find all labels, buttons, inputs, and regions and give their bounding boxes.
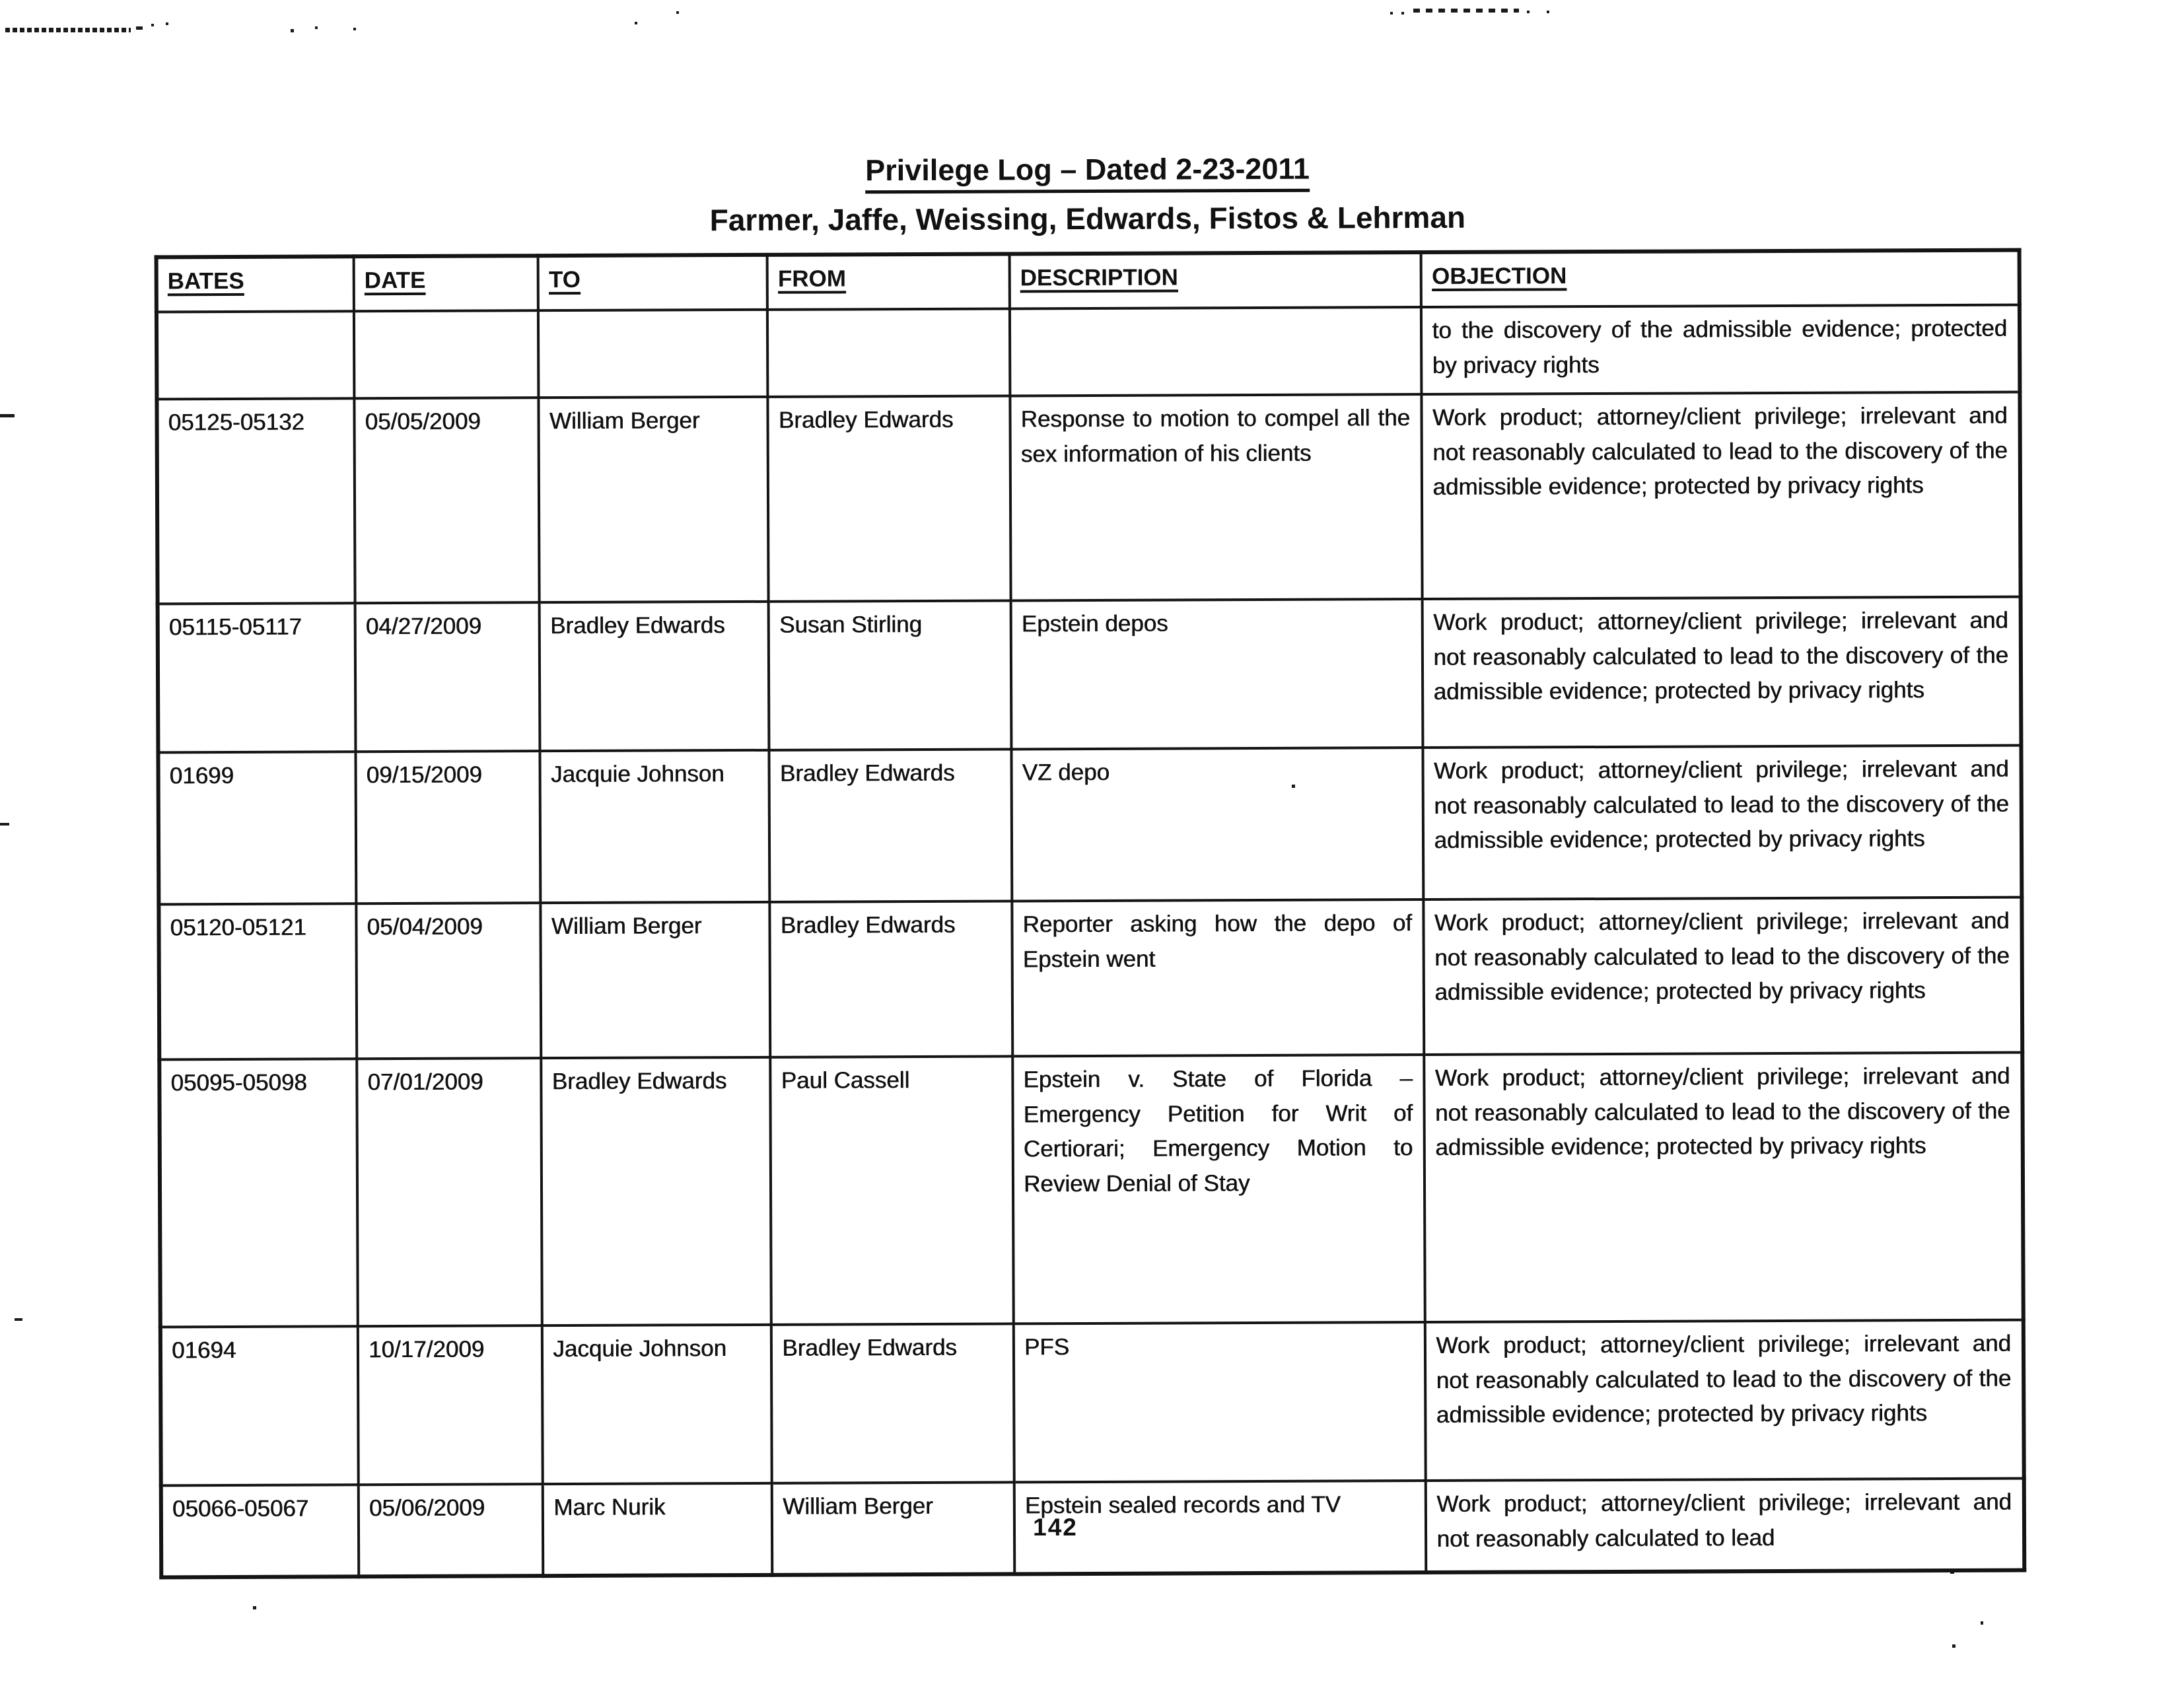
cell-bates: 05120-05121 <box>159 903 357 1059</box>
scan-artifact <box>676 11 679 14</box>
scan-artifact <box>166 22 168 25</box>
cell-from: Susan Stirling <box>769 601 1012 750</box>
cell-from <box>767 309 1010 397</box>
cell-objection: Work product; attorney/client privilege; irrelevant and not reasonably calculated to lead to the discovery of the admissible evidence; protected by privacy rights <box>1424 898 2022 1055</box>
cell-to: Jacquie Johnson <box>540 750 770 903</box>
cell-date: 09/15/2009 <box>355 751 540 903</box>
cell-objection: Work product; attorney/client privilege; irrelevant and not reasonably calculated to lead to the discovery of the admissible evidence; protected by privacy rights <box>1425 1320 2024 1481</box>
cell-from: Bradley Edwards <box>769 750 1012 902</box>
cell-date: 05/04/2009 <box>356 903 541 1059</box>
table-row <box>159 1053 2024 1327</box>
cell-bates: 05115-05117 <box>158 603 356 752</box>
scan-artifact <box>0 414 15 417</box>
cell-description: Epstein v. State of Florida – Emergency Petition for Writ of Certiorari; Emergency Motion to Review Denial of Stay <box>1012 1055 1425 1323</box>
scan-artifact <box>1981 1621 1983 1625</box>
document-title <box>154 149 2021 197</box>
scan-artifact <box>15 1318 22 1321</box>
cell-objection: Work product; attorney/client privilege; irrelevant and not reasonably calculated to lead to the discovery of the admissible evidence; protected by privacy rights <box>1425 1053 2024 1322</box>
scan-artifact <box>1547 11 1549 13</box>
cell-objection: Work product; attorney/client privilege; irrelevant and not reasonably calculated to lead to the discovery of the admissible evidence; protected by privacy rights <box>1423 597 2021 748</box>
scan-artifact <box>635 22 637 24</box>
cell-from: Bradley Edwards <box>770 901 1013 1057</box>
cell-from: Paul Cassell <box>771 1057 1014 1325</box>
document-subtitle-text: Farmer, Jaffe, Weissing, Edwards, Fistos & Lehrman <box>709 199 1466 238</box>
cell-date: 05/05/2009 <box>354 398 539 603</box>
scan-artifact <box>1952 1644 1955 1648</box>
table-row <box>157 392 2020 604</box>
cell-to: William Berger <box>539 397 769 602</box>
column-header-from: FROM <box>767 254 1010 310</box>
column-header-description: DESCRIPTION <box>1010 252 1422 308</box>
privilege-log-table <box>155 248 2027 1580</box>
scan-artifact <box>315 26 318 29</box>
cell-to: Marc Nurik <box>543 1483 772 1576</box>
cell-objection: Work product; attorney/client privilege; irrelevant and not reasonably calculated to lead to the discovery of the admissible evidence; protected by privacy rights <box>1422 392 2021 599</box>
table-header-row <box>157 250 2020 312</box>
table-row <box>160 1320 2024 1486</box>
cell-date <box>354 310 539 398</box>
scan-artifact-topleft-dashes <box>5 28 131 32</box>
scan-artifact <box>1390 12 1393 15</box>
cell-bates: 05125-05132 <box>157 398 355 604</box>
cell-description: Epstein depos <box>1011 599 1423 749</box>
scan-artifact <box>291 29 294 32</box>
cell-description: PFS <box>1014 1322 1426 1482</box>
cell-date: 07/01/2009 <box>357 1058 542 1326</box>
cell-description: Epstein sealed records and TV <box>1014 1481 1427 1574</box>
table-row <box>159 898 2022 1060</box>
document-subtitle <box>154 197 2021 241</box>
cell-date: 04/27/2009 <box>355 602 540 752</box>
table-row <box>158 597 2022 753</box>
cell-to: William Berger <box>541 902 771 1058</box>
scan-artifact-topright-dashes <box>1413 9 1519 13</box>
cell-objection: to the discovery of the admissible evidence; protected by privacy rights <box>1421 305 2020 394</box>
cell-from: Bradley Edwards <box>768 396 1011 602</box>
cell-description: Response to motion to compel all the sex information of his clients <box>1010 394 1423 600</box>
column-header-date: DATE <box>354 256 539 311</box>
page-number: 142 <box>1033 1514 1078 1541</box>
column-header-objection: OBJECTION <box>1421 250 2020 307</box>
document-content <box>154 149 2026 1580</box>
cell-date: 05/06/2009 <box>359 1484 544 1576</box>
cell-bates: 05095-05098 <box>159 1059 358 1327</box>
scan-artifact <box>136 26 143 30</box>
cell-to: Bradley Edwards <box>542 1057 772 1325</box>
table-row <box>157 305 2020 400</box>
document-title-text: Privilege Log – Dated 2-23-2011 <box>865 151 1310 194</box>
cell-bates <box>157 311 355 399</box>
scan-artifact <box>253 1606 256 1609</box>
cell-date: 10/17/2009 <box>358 1325 543 1485</box>
scan-artifact <box>1401 12 1404 15</box>
cell-to <box>538 310 767 398</box>
cell-description: VZ depo <box>1011 748 1423 901</box>
cell-objection: Work product; attorney/client privilege; irrelevant and not reasonably calculated to lead to the discovery of the admissible evidence; protected by privacy rights <box>1423 746 2022 899</box>
cell-from: William Berger <box>772 1483 1014 1575</box>
cell-from: Bradley Edwards <box>771 1324 1014 1483</box>
cell-to: Jacquie Johnson <box>542 1325 772 1484</box>
cell-bates: 01699 <box>158 752 356 904</box>
cell-description: Reporter asking how the depo of Epstein went <box>1012 899 1424 1056</box>
scan-artifact <box>151 24 154 26</box>
scan-artifact <box>353 28 356 30</box>
table-row <box>158 746 2022 905</box>
cell-bates: 05066-05067 <box>161 1485 359 1577</box>
scan-artifact <box>0 823 9 826</box>
column-header-bates: BATES <box>157 256 354 312</box>
cell-bates: 01694 <box>160 1326 359 1485</box>
cell-description <box>1010 307 1422 396</box>
cell-objection: Work product; attorney/client privilege; irrelevant and not reasonably calculated to lead <box>1426 1479 2024 1572</box>
cell-to: Bradley Edwards <box>540 602 769 751</box>
scan-artifact <box>1527 11 1530 13</box>
column-header-to: TO <box>538 255 767 310</box>
